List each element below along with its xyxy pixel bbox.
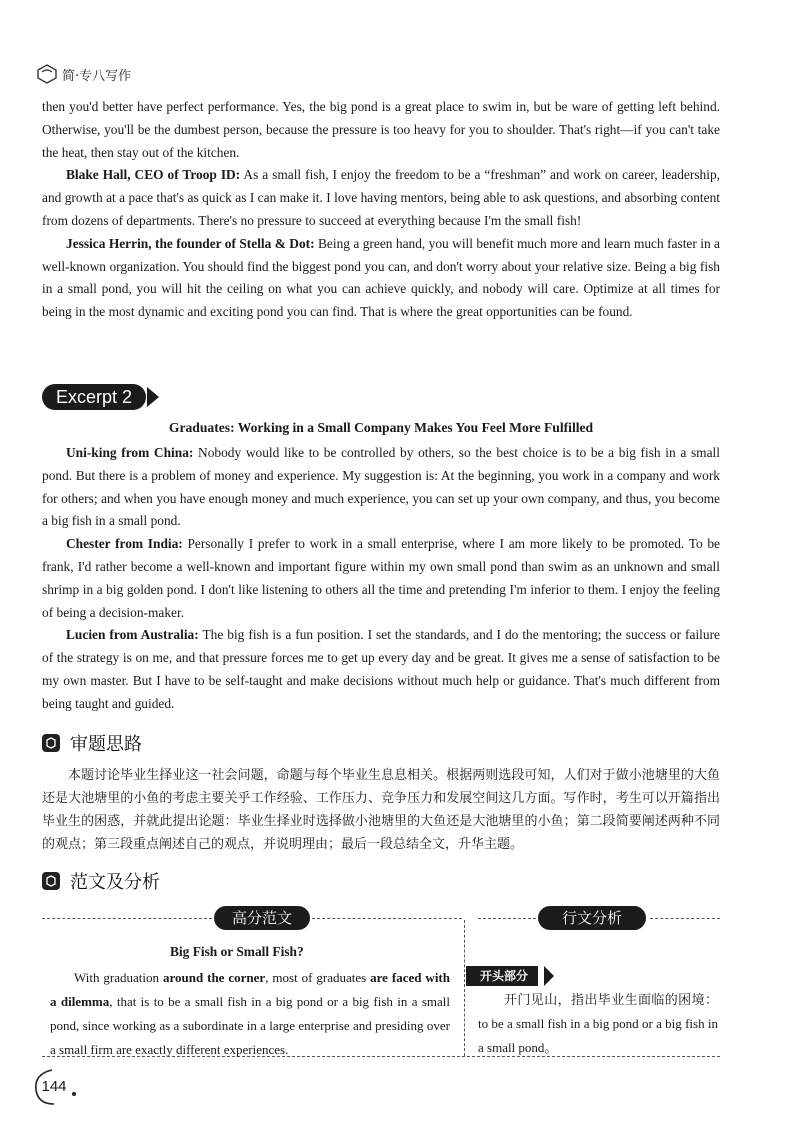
speaker-name: Lucien from Australia:: [66, 627, 199, 643]
book-header: [36, 62, 131, 86]
analysis-note-text: 开门见山，指出毕业生面临的困境：to be a small fish in a big pond or a big fish in a small pond。: [478, 992, 718, 1055]
speaker-name: Jessica Herrin, the founder of Stella & Dot:: [66, 235, 315, 251]
speaker-name: Blake Hall, CEO of Troop ID:: [66, 167, 241, 183]
section-marker-icon: [42, 872, 60, 890]
badge-arrow-icon: [147, 387, 159, 407]
section-marker-icon: [42, 734, 60, 752]
excerpt-badge: Excerpt 2: [42, 384, 146, 410]
essay-title: Big Fish or Small Fish?: [170, 944, 304, 959]
opinion-text: The big fish is a fun position. I set the standards, and I do the mentoring; the success or failure of the strategy is on me, and that pressure forces me to get up every day and be great. It gives me a sense of satisfaction to be my own master. But I have to be self-taught and make decisions without much help or guidance. That's much different from being taught and guided.: [42, 627, 720, 711]
divider: [650, 918, 720, 919]
divider: [312, 918, 462, 919]
sample-heading: [42, 868, 160, 894]
essay-paragraph: [50, 966, 450, 1062]
excerpt1-body: [42, 96, 720, 324]
opinion-paragraph: [42, 624, 720, 715]
divider: [478, 918, 536, 919]
analysis-heading: [42, 730, 142, 756]
opinion-paragraph: [42, 442, 720, 533]
page-number: 144: [41, 1078, 67, 1095]
divider: [42, 918, 212, 919]
essay-phrase-highlight: are faced with a dilemma: [50, 970, 450, 1009]
essay-phrase-highlight: around the corner: [162, 970, 266, 985]
opinion-text: As a small fish, I enjoy the freedom to be a “freshman” and work on career, leadership, and growth at a pace that's as quick as I can make it. I love having mentors, being able to ask questions, and absorbing content from dozens of departments. There's no pressure to succeed at everything because I'm the small fish!: [42, 167, 721, 228]
essay-text-part: With graduation: [74, 970, 163, 985]
opinion-text: Personally I prefer to work in a small enterprise, where I am more likely to be promoted. To be frank, I'd rather become a well-known and important figure within my own small pond than swim as an unknown and small shrimp in a big golden pond. I don't like listening to others all the time and pretending I'm inferior to them. I enjoy the feeling of being a decision-maker.: [42, 536, 720, 620]
essay-text-part: , most of graduates: [265, 970, 371, 985]
sample-essay-label: 高分范文: [214, 906, 310, 930]
analysis-heading-text: 审题思路: [70, 734, 142, 755]
sample-heading-text: 范文及分析: [70, 872, 160, 893]
divider: [464, 920, 465, 1056]
opinion-paragraph: [42, 533, 720, 624]
continued-paragraph: then you'd better have perfect performance. Yes, the big pond is a great place to swim in, but be ware of getting left behind. Otherwise, you'll be the dumbest person, because the pressure is too heavy for you to shoulder. That's right—if you can't take the heat, then stay out of the kitchen.: [42, 99, 720, 160]
tag-arrow-icon: [544, 966, 554, 986]
writing-analysis-label: 行文分析: [538, 906, 646, 930]
opinion-paragraph: [42, 233, 720, 324]
analysis-paragraph: 本题讨论毕业生择业这一社会问题，命题与每个毕业生息息相关。根据两则选段可知，人们对于做小池塘里的大鱼还是大池塘里的小鱼的考虑主要关乎工作经验、工作压力、竞争压力和发展空间这几方面。写作时，考生可以开篇指出毕业生的困惑，并就此提出论题：毕业生择业时选择做小池塘里的大鱼还是大池塘里的小鱼；第二段简要阐述两种不同的观点；第三段重点阐述自己的观点，并说明理由；最后一段总结全文，升华主题。: [42, 768, 720, 852]
analysis-note: [478, 988, 718, 1060]
excerpt2-body: [42, 442, 720, 716]
opinion-text: Nobody would like to be controlled by others, so the best choice is to be a big fish in a small pond. But there is a problem of money and experience. My suggestion is: At the beginning, you work in a company and work for others; and when you have enough money and much experience, you can set up your own company, and thus, you become a big fish in a small pond.: [42, 445, 720, 529]
opinion-paragraph: [42, 164, 720, 232]
excerpt-title: Graduates: Working in a Small Company Makes You Feel More Fulfilled: [168, 420, 594, 435]
opinion-text: Being a green hand, you will benefit much more and learn much faster in a well-known organization. You should find the biggest pond you can, and don't worry about your relative size. Being a big fish in a small pond, you will hit the ceiling on what you can achieve quickly, and nobody will care. Optimize at all times for being in the most dynamic and exciting pond you can find. That is where the great opportunities can be found.: [42, 235, 721, 320]
book-logo-icon: [36, 63, 58, 85]
speaker-name: Uni-king from China:: [66, 445, 194, 460]
book-title: 简·专八写作: [62, 68, 132, 84]
essay-text-part: , that is to be a small fish in a big pond or a big fish in a small pond, since working as a subordinate in a large enterprise and presiding over a small firm are exactly different experiences.: [50, 994, 450, 1057]
speaker-name: Chester from India:: [66, 536, 183, 552]
analysis-tag: 开头部分: [466, 966, 538, 986]
essay-body: [50, 966, 450, 1062]
